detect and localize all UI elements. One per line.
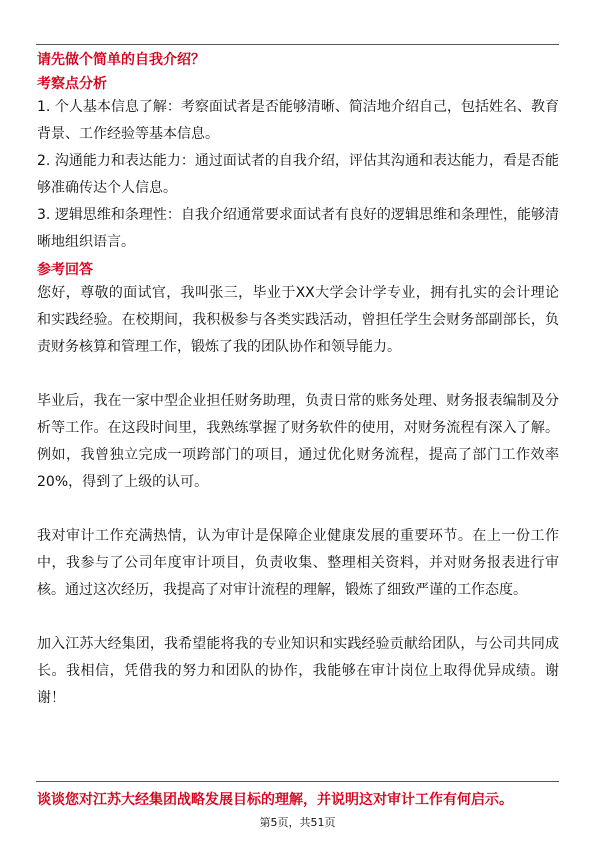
paragraph-spacer: [37, 604, 559, 631]
answer-paragraph-1: 您好，尊敬的面试官，我叫张三，毕业于XX大学会计学专业，拥有扎实的会计理论和实践经验。在校期间，我积极参与各类实践活动，曾担任学生会财务部副部长，负责财务核算和管理工作，锻炼了我的团队协作和领导能力。: [37, 285, 559, 355]
paragraph-spacer: [37, 496, 559, 523]
next-question-heading: 谈谈您对江苏大经集团战略发展目标的理解，并说明这对审计工作有何启示。: [37, 792, 513, 808]
analysis-item-2: 2. 沟通能力和表达能力：通过面试者的自我介绍，评估其沟通和表达能力，看是否能够准确传达个人信息。: [37, 153, 559, 196]
question-heading: 请先做个简单的自我介绍？: [37, 52, 205, 68]
top-rule: [36, 44, 559, 45]
answer-paragraph-2: 毕业后，我在一家中型企业担任财务助理，负责日常的账务处理、财务报表编制及分析等工作。在这段时间里，我熟练掌握了财务软件的使用，对财务流程有深入了解。例如，我曾独立完成一项跨部门的项目，通过优化财务流程，提高了部门工作效率20%，得到了上级的认可。: [37, 393, 559, 490]
content-area: [37, 48, 559, 712]
paragraph-spacer: [37, 361, 559, 388]
analysis-heading: 考察点分析: [37, 76, 107, 92]
answer-paragraph-3: 我对审计工作充满热情，认为审计是保障企业健康发展的重要环节。在上一份工作中，我参与了公司年度审计项目，负责收集、整理相关资料，并对财务报表进行审核。通过这次经历，我提高了对审计流程的理解，锻炼了细致严谨的工作态度。: [37, 528, 559, 598]
analysis-item-3: 3. 逻辑思维和条理性：自我介绍通常要求面试者有良好的逻辑思维和条理性，能够清晰地组织语言。: [37, 207, 559, 250]
answer-heading: 参考回答: [37, 262, 93, 278]
bottom-rule: [36, 781, 559, 782]
page-number: 第5页，共51页: [259, 816, 336, 829]
answer-paragraph-4: 加入江苏大经集团，我希望能将我的专业知识和实践经验贡献给团队，与公司共同成长。我相信，凭借我的努力和团队的协作，我能够在审计岗位上取得优异成绩。谢谢！: [37, 636, 559, 706]
analysis-item-1: 1. 个人基本信息了解：考察面试者是否能够清晰、简洁地介绍自己，包括姓名、教育背景、工作经验等基本信息。: [37, 99, 559, 142]
